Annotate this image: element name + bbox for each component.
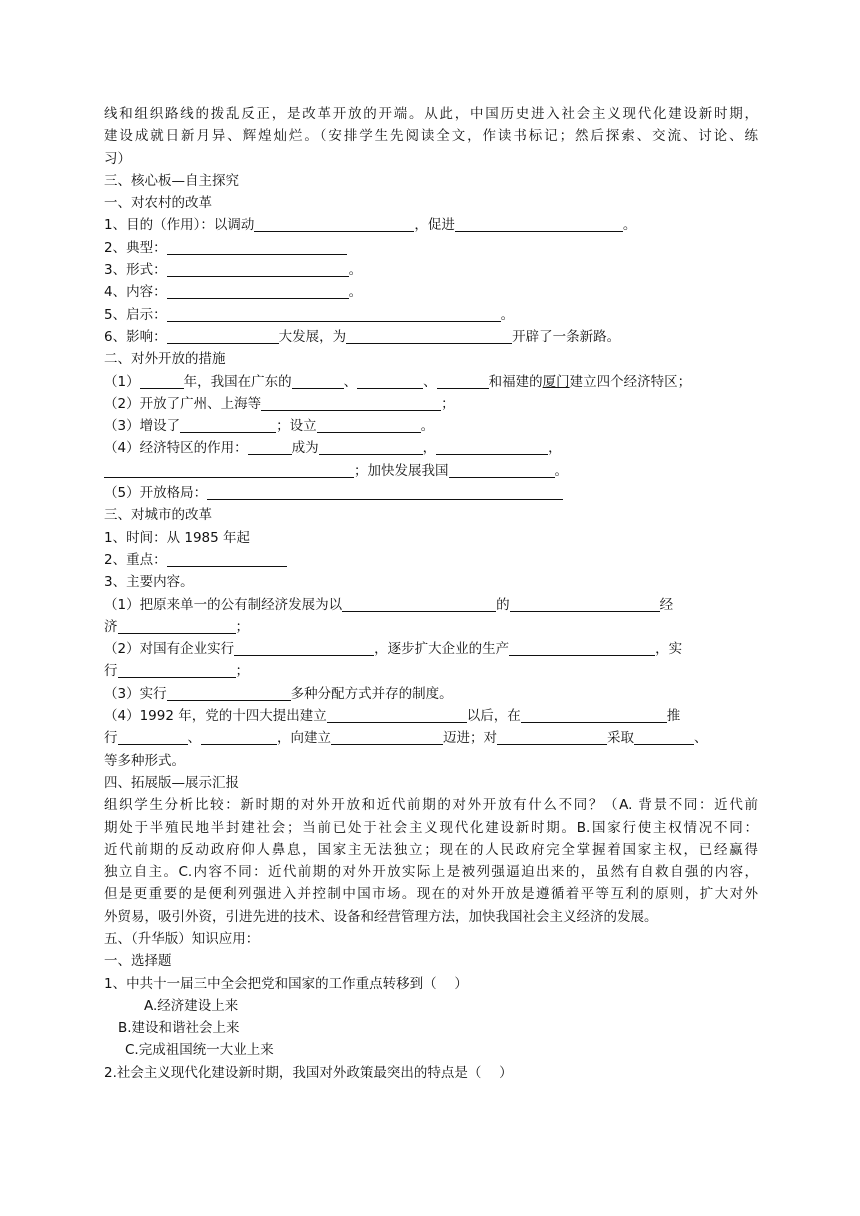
question-1-option-c[interactable]: C.完成祖国统一大业上来 — [125, 1042, 274, 1059]
apply-section: 一、选择题 — [104, 953, 172, 970]
extend-para-5: 但是更重要的是便利列强进入并控制中国市场。现在的对外开放是遵循着平等互利的原则，扩大对外 — [104, 886, 758, 903]
c1-text-2: 的 — [496, 596, 510, 613]
rural-content — [104, 281, 758, 303]
blank-content[interactable] — [167, 283, 349, 299]
blank-c4-7[interactable] — [634, 729, 694, 745]
rural-purpose — [104, 214, 758, 236]
blank-impact-2[interactable] — [346, 328, 512, 344]
rural-impact — [104, 326, 758, 348]
question-1-option-b[interactable]: B.建设和谐社会上来 — [118, 1020, 240, 1037]
blank-c4-6[interactable] — [497, 729, 607, 745]
c4-text-7: 采取 — [607, 730, 634, 747]
blank-c1-1[interactable] — [342, 596, 496, 612]
rural-typical-label: 2、典型： — [104, 239, 167, 256]
blank-m3-2[interactable] — [317, 417, 421, 433]
rural-typical — [104, 237, 758, 259]
blank-c2-3[interactable] — [118, 662, 236, 678]
rural-purpose-end: 。 — [622, 217, 637, 234]
blank-zone-1[interactable] — [292, 373, 344, 389]
m1-text-3: 建立四个经济特区； — [569, 373, 692, 390]
blank-m5[interactable] — [207, 484, 563, 500]
city-focus-label: 2、重点： — [104, 551, 167, 568]
intro-line-2: 建设成就日新月异、辉煌灿烂。（安排学生先阅读全文，作读书标记；然后探索、交流、讨论、练 — [104, 128, 758, 145]
city-main: 3、主要内容。 — [104, 574, 194, 591]
blank-c4-2[interactable] — [521, 707, 667, 723]
extend-para-1: 组织学生分析比较：新时期的对外开放和近代前期的对外开放有什么不同？（A. 背景不同：近代前 — [104, 797, 758, 814]
rural-impact-end: 开辟了一条新路。 — [512, 328, 621, 345]
c4-sep-2: 、 — [694, 730, 708, 747]
extend-heading: 四、拓展版—展示汇报 — [104, 774, 239, 791]
blank-impact-1[interactable] — [167, 328, 279, 344]
extend-para-6: 外贸易，吸引外资，引进先进的技术、设备和经营管理方法，加快我国社会主义经济的发展。 — [104, 908, 658, 925]
c1-text-3: 经 — [659, 596, 674, 613]
rural-form-end: 。 — [348, 262, 363, 279]
c4-text-4: 行 — [104, 730, 118, 747]
rural-impact-mid: 大发展，为 — [278, 328, 347, 345]
blank-c4-1[interactable] — [327, 707, 467, 723]
blank-m4-5[interactable] — [449, 462, 555, 478]
rural-title: 一、对农村的改革 — [104, 195, 212, 212]
m4-label: （4）经济特区的作用： — [104, 440, 248, 457]
city-content-2-cont — [104, 660, 758, 682]
blank-m4-4[interactable] — [104, 462, 354, 478]
rural-impact-label: 6、影响： — [104, 328, 167, 345]
c2-end: ； — [235, 663, 249, 680]
blank-insight[interactable] — [167, 306, 501, 322]
opening-measure-5 — [104, 482, 758, 504]
blank-year[interactable] — [140, 373, 184, 389]
c4-text-5: ，向建立 — [277, 730, 331, 747]
city-content-4-cont — [104, 727, 758, 749]
apply-heading: 五、（升华版）知识应用： — [104, 930, 260, 947]
document-body — [104, 103, 758, 1084]
blank-c2-2[interactable] — [509, 640, 655, 656]
opening-measure-3 — [104, 415, 758, 437]
m1-label: （1） — [104, 373, 140, 390]
c2-text-3: ，实 — [655, 641, 683, 658]
blank-m3-1[interactable] — [180, 417, 276, 433]
m3-mid: ；设立 — [276, 418, 317, 435]
rural-content-label: 4、内容： — [104, 284, 167, 301]
rural-content-end: 。 — [348, 284, 363, 301]
question-2: 2.社会主义现代化建设新时期，我国对外政策最突出的特点是（ ） — [104, 1064, 513, 1081]
c4-text-2: 以后，在 — [466, 708, 521, 725]
rural-insight — [104, 304, 758, 326]
blank-c3[interactable] — [167, 685, 291, 701]
blank-purpose-1[interactable] — [254, 216, 414, 232]
rural-insight-end: 。 — [500, 306, 515, 323]
blank-c4-5[interactable] — [331, 729, 443, 745]
extend-para-3: 近代前期的反动政府仰人鼻息，国家主无法独立；现在的人民政府完全掌握着国家主权，已经赢得 — [104, 841, 758, 858]
question-1-option-a[interactable]: A.经济建设上来 — [144, 997, 239, 1014]
rural-purpose-label: 1、目的（作用）：以调动 — [104, 217, 255, 234]
extend-para-4: 独立自主。C.内容不同：近代前期的对外开放实际上是被列强逼迫出来的，虽然有自救自强的内容， — [104, 864, 758, 881]
m1-xiamen: 厦门 — [542, 373, 570, 390]
core-heading: 三、核心板—自主探究 — [104, 172, 239, 189]
m1-text-2: 和福建的 — [488, 373, 543, 390]
c4-sep-1: 、 — [187, 730, 201, 747]
m1-sep-1: 、 — [343, 373, 358, 390]
city-content-1 — [104, 594, 758, 616]
blank-purpose-2[interactable] — [455, 216, 623, 232]
m2-label: （2）开放了广州、上海等 — [104, 395, 262, 412]
rural-insight-label: 5、启示： — [104, 306, 167, 323]
m2-end: ； — [441, 395, 455, 412]
m4-sep-1: ， — [422, 440, 437, 457]
m3-label: （3）增设了 — [104, 418, 181, 435]
c2-text-2: ，逐步扩大企业的生产 — [374, 641, 510, 658]
rural-form-label: 3、形式： — [104, 262, 167, 279]
opening-measure-1 — [104, 371, 758, 393]
c2-text-1: （2）对国有企业实行 — [104, 641, 235, 658]
blank-c2-1[interactable] — [234, 640, 374, 656]
c1-end: ； — [235, 618, 249, 635]
c4-text-6: 迈进；对 — [443, 730, 497, 747]
blank-m4-3[interactable] — [436, 439, 548, 455]
city-content-3 — [104, 683, 758, 705]
intro-line-1: 线和组织路线的拨乱反正，是改革开放的开端。从此，中国历史进入社会主义现代化建设新时期， — [104, 106, 758, 122]
opening-measure-4-cont — [104, 460, 758, 482]
blank-form[interactable] — [167, 261, 349, 277]
city-content-4-end: 等多种形式。 — [104, 752, 185, 769]
rural-purpose-mid: ，促进 — [414, 217, 455, 234]
blank-m4-2[interactable] — [319, 439, 423, 455]
c1-text-1: （1）把原来单一的公有制经济发展为以 — [104, 596, 343, 613]
city-content-2 — [104, 638, 758, 660]
blank-m4-1[interactable] — [248, 439, 292, 455]
blank-m2[interactable] — [261, 395, 441, 411]
m1-text-1: 年，我国在广东的 — [183, 373, 292, 390]
blank-c4-3[interactable] — [118, 729, 188, 745]
blank-c4-4[interactable] — [201, 729, 277, 745]
city-title: 三、对城市的改革 — [104, 507, 212, 524]
m5-label: （5）开放格局： — [104, 485, 208, 502]
c4-text-1: （4）1992 年，党的十四大提出建立 — [104, 708, 327, 725]
c3-text-1: （3）实行 — [104, 685, 167, 702]
blank-zone-3[interactable] — [437, 373, 489, 389]
opening-measure-2 — [104, 393, 758, 415]
blank-c1-2[interactable] — [510, 596, 660, 612]
blank-typical[interactable] — [167, 239, 347, 255]
c2-text-4: 行 — [104, 663, 118, 680]
city-time: 1、时间：从 1985 年起 — [104, 529, 251, 546]
c1-text-4: 济 — [104, 618, 118, 635]
c4-text-3: 推 — [666, 708, 681, 725]
c3-text-2: 多种分配方式并存的制度。 — [290, 685, 453, 702]
blank-zone-2[interactable] — [357, 373, 423, 389]
opening-measure-4 — [104, 437, 758, 459]
city-content-1-cont — [104, 616, 758, 638]
rural-form — [104, 259, 758, 281]
m4-end: 。 — [554, 462, 568, 479]
m1-sep-2: 、 — [423, 373, 437, 390]
extend-para-2: 期处于半殖民地半封建社会；当前已处于社会主义现代化建设新时期。B.国家行使主权情况不同： — [104, 819, 758, 836]
city-focus — [104, 549, 758, 571]
intro-line-3: 习） — [104, 150, 131, 167]
m3-end: 。 — [420, 418, 435, 435]
blank-focus[interactable] — [167, 551, 287, 567]
city-content-4 — [104, 705, 758, 727]
question-1: 1、中共十一届三中全会把党和国家的工作重点转移到（ ） — [104, 975, 468, 992]
m4-text-1: 成为 — [291, 440, 319, 457]
m4-sep-2: ， — [548, 440, 562, 457]
opening-title: 二、对外开放的措施 — [104, 351, 226, 368]
m4-text-2: ；加快发展我国 — [354, 462, 449, 479]
blank-c1-3[interactable] — [118, 618, 236, 634]
